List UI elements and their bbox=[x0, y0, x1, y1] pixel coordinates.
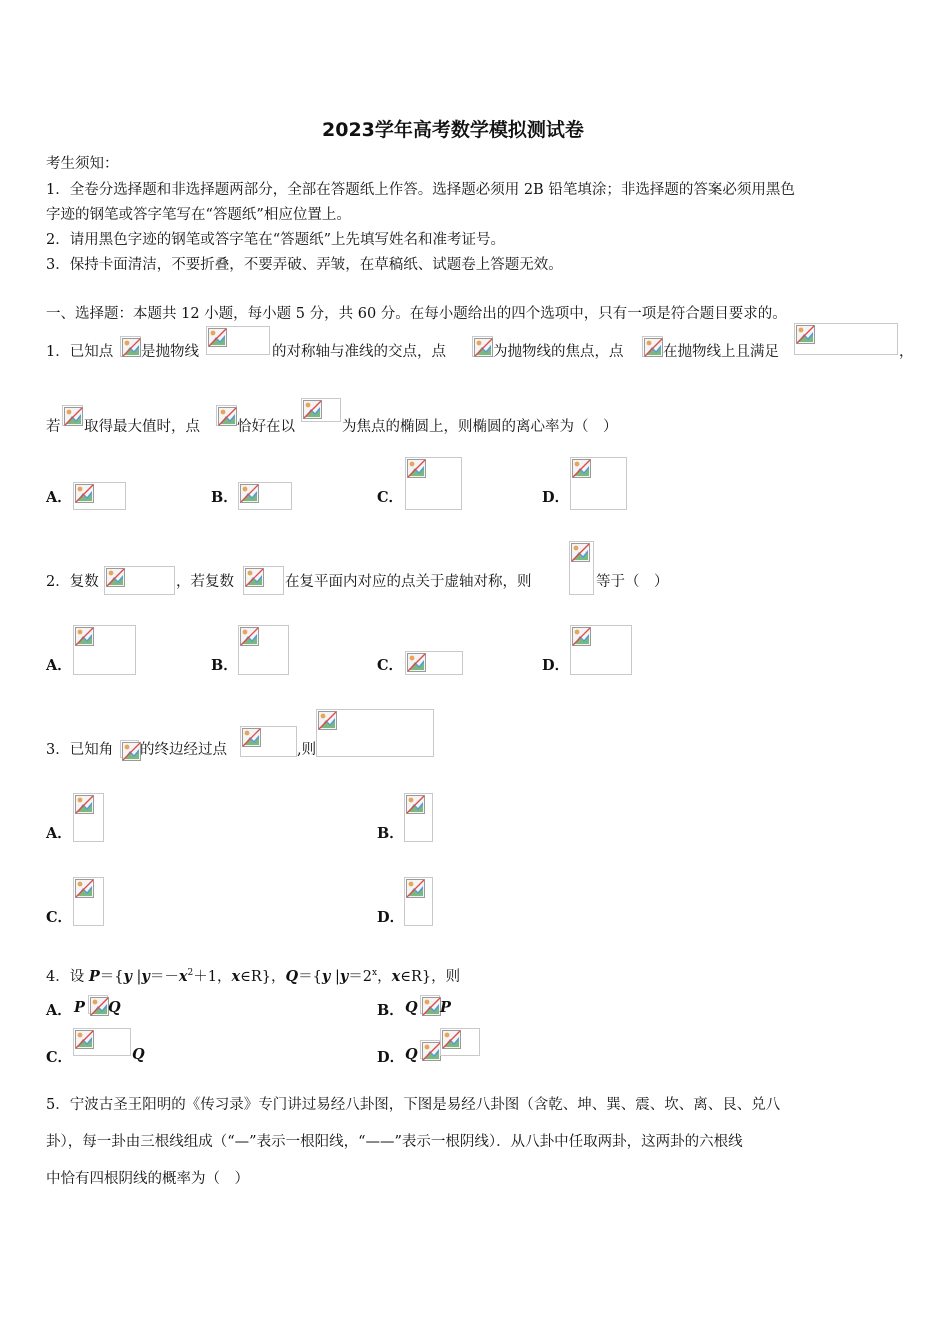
q2-option-c-label: C． bbox=[377, 657, 404, 674]
subset-symbol-icon bbox=[88, 995, 108, 1014]
q2-option-a-label: A． bbox=[46, 657, 72, 674]
q4-option-a-label: A． bbox=[46, 1002, 72, 1019]
q1-text-3: 的对称轴与准线的交点，点 bbox=[272, 344, 446, 360]
formula-image-icon bbox=[243, 566, 284, 595]
formula-image-icon bbox=[240, 726, 297, 757]
formula-image-icon bbox=[120, 336, 141, 357]
q3-option-d-label: D． bbox=[377, 909, 405, 926]
q1-text-10: 为焦点的椭圆上，则椭圆的离心率为（ ） bbox=[342, 419, 618, 435]
formula-image-icon bbox=[120, 740, 139, 758]
q1-text-8: 取得最大值时，点 bbox=[84, 419, 200, 435]
q4-option-b-label: B． bbox=[377, 1002, 404, 1019]
q4-option-b-q: Q bbox=[405, 999, 418, 1016]
formula-image-icon bbox=[316, 709, 434, 757]
formula-image-icon bbox=[472, 336, 493, 357]
section-heading: 一、选择题：本题共 12 小题，每小题 5 分，共 60 分。在每小题给出的四个选项中，只有一项是符合题目要求的。 bbox=[46, 306, 787, 322]
q1-text-9: 恰好在以 bbox=[237, 419, 295, 435]
q1-option-d-label: D． bbox=[542, 489, 570, 506]
q3-text-2: 的终边经过点 bbox=[140, 742, 227, 758]
q4-option-c-label: C． bbox=[46, 1049, 73, 1066]
formula-image-icon bbox=[216, 405, 237, 426]
formula-image-icon bbox=[238, 482, 292, 510]
formula-image-icon bbox=[301, 398, 341, 422]
q1-text-2: 是抛物线 bbox=[141, 344, 199, 360]
formula-image-icon bbox=[569, 541, 594, 595]
formula-image-icon bbox=[405, 457, 462, 510]
formula-image-icon bbox=[420, 1040, 440, 1059]
q3-text-3: ,则 bbox=[297, 742, 317, 758]
q3-option-a-label: A． bbox=[46, 825, 72, 842]
q4-option-b-p: P bbox=[440, 999, 451, 1016]
q1-text-1: 1．已知点 bbox=[46, 344, 114, 360]
q5-line-3: 中恰有四根阴线的概率为（ ） bbox=[46, 1171, 249, 1187]
q1-text-5: 在抛物线上且满足 bbox=[663, 344, 779, 360]
formula-image-icon bbox=[404, 877, 433, 926]
q4-option-a-p: P bbox=[74, 999, 85, 1016]
formula-image-icon bbox=[570, 457, 627, 510]
formula-image-icon bbox=[440, 1028, 480, 1056]
formula-image-icon bbox=[642, 336, 663, 357]
q2-text-2: ，若复数 bbox=[176, 574, 234, 590]
q4-option-d-q: Q bbox=[405, 1046, 418, 1063]
q4-option-d-label: D． bbox=[377, 1049, 405, 1066]
q4-option-c-q: Q bbox=[132, 1046, 145, 1063]
formula-image-icon bbox=[73, 1028, 131, 1056]
q3-option-b-label: B． bbox=[377, 825, 404, 842]
q1-text-4: 为抛物线的焦点，点 bbox=[493, 344, 624, 360]
q3-text-1: 3．已知角 bbox=[46, 742, 114, 758]
q3-option-c-label: C． bbox=[46, 909, 73, 926]
q1-option-a-label: A． bbox=[46, 489, 72, 506]
formula-image-icon bbox=[104, 566, 175, 595]
q2-option-b-label: B． bbox=[211, 657, 238, 674]
q2-text-1: 2．复数 bbox=[46, 574, 99, 590]
q1-option-c-label: C． bbox=[377, 489, 404, 506]
notice-line-1b: 字迹的钢笔或答字笔写在“答题纸”相应位置上。 bbox=[46, 207, 351, 223]
q2-text-4: 等于（ ） bbox=[596, 574, 669, 590]
q1-option-b-label: B． bbox=[211, 489, 238, 506]
notice-line-3: 3．保持卡面清洁，不要折叠，不要弄破、弄皱，在草稿纸、试题卷上答题无效。 bbox=[46, 257, 563, 273]
notice-heading: 考生须知： bbox=[46, 156, 119, 172]
q4-stem: 4．设 P＝{y $|y=-x^2+1$，x∈R}，Q＝{y $|y=2^x$，x∈R}，则 bbox=[46, 968, 461, 985]
subset-symbol-icon bbox=[420, 995, 440, 1014]
notice-line-2: 2．请用黑色字迹的钢笔或答字笔在“答题纸”上先填写姓名和准考证号。 bbox=[46, 232, 506, 248]
q5-line-2: 卦），每一卦由三根线组成（“—”表示一根阳线，“——”表示一根阴线）．从八卦中任取两卦，这两卦的六根线 bbox=[46, 1134, 743, 1150]
q2-option-d-label: D． bbox=[542, 657, 570, 674]
q4-option-a-q: Q bbox=[108, 999, 121, 1016]
q1-text-6: ， bbox=[899, 344, 914, 360]
formula-image-icon bbox=[404, 793, 433, 842]
page-title: 2023学年高考数学模拟测试卷 bbox=[322, 119, 584, 141]
formula-image-icon bbox=[238, 625, 289, 675]
q2-text-3: 在复平面内对应的点关于虚轴对称，则 bbox=[285, 574, 532, 590]
formula-image-icon bbox=[62, 405, 83, 426]
formula-image-icon bbox=[73, 482, 126, 510]
formula-image-icon bbox=[73, 625, 136, 675]
notice-line-1a: 1．全卷分选择题和非选择题两部分，全部在答题纸上作答。选择题必须用 2B 铅笔填涂；非选择题的答案必须用黑色 bbox=[46, 182, 795, 198]
formula-image-icon bbox=[206, 326, 270, 355]
formula-image-icon bbox=[73, 877, 104, 926]
formula-image-icon bbox=[73, 793, 104, 842]
formula-image-icon bbox=[570, 625, 632, 675]
formula-image-icon bbox=[794, 323, 898, 355]
formula-image-icon bbox=[405, 651, 463, 675]
q1-text-7: 若 bbox=[46, 419, 61, 435]
q5-line-1: 5．宁波古圣王阳明的《传习录》专门讲过易经八卦图，下图是易经八卦图（含乾、坤、巽、震、坎、离、艮、兑八 bbox=[46, 1097, 781, 1113]
